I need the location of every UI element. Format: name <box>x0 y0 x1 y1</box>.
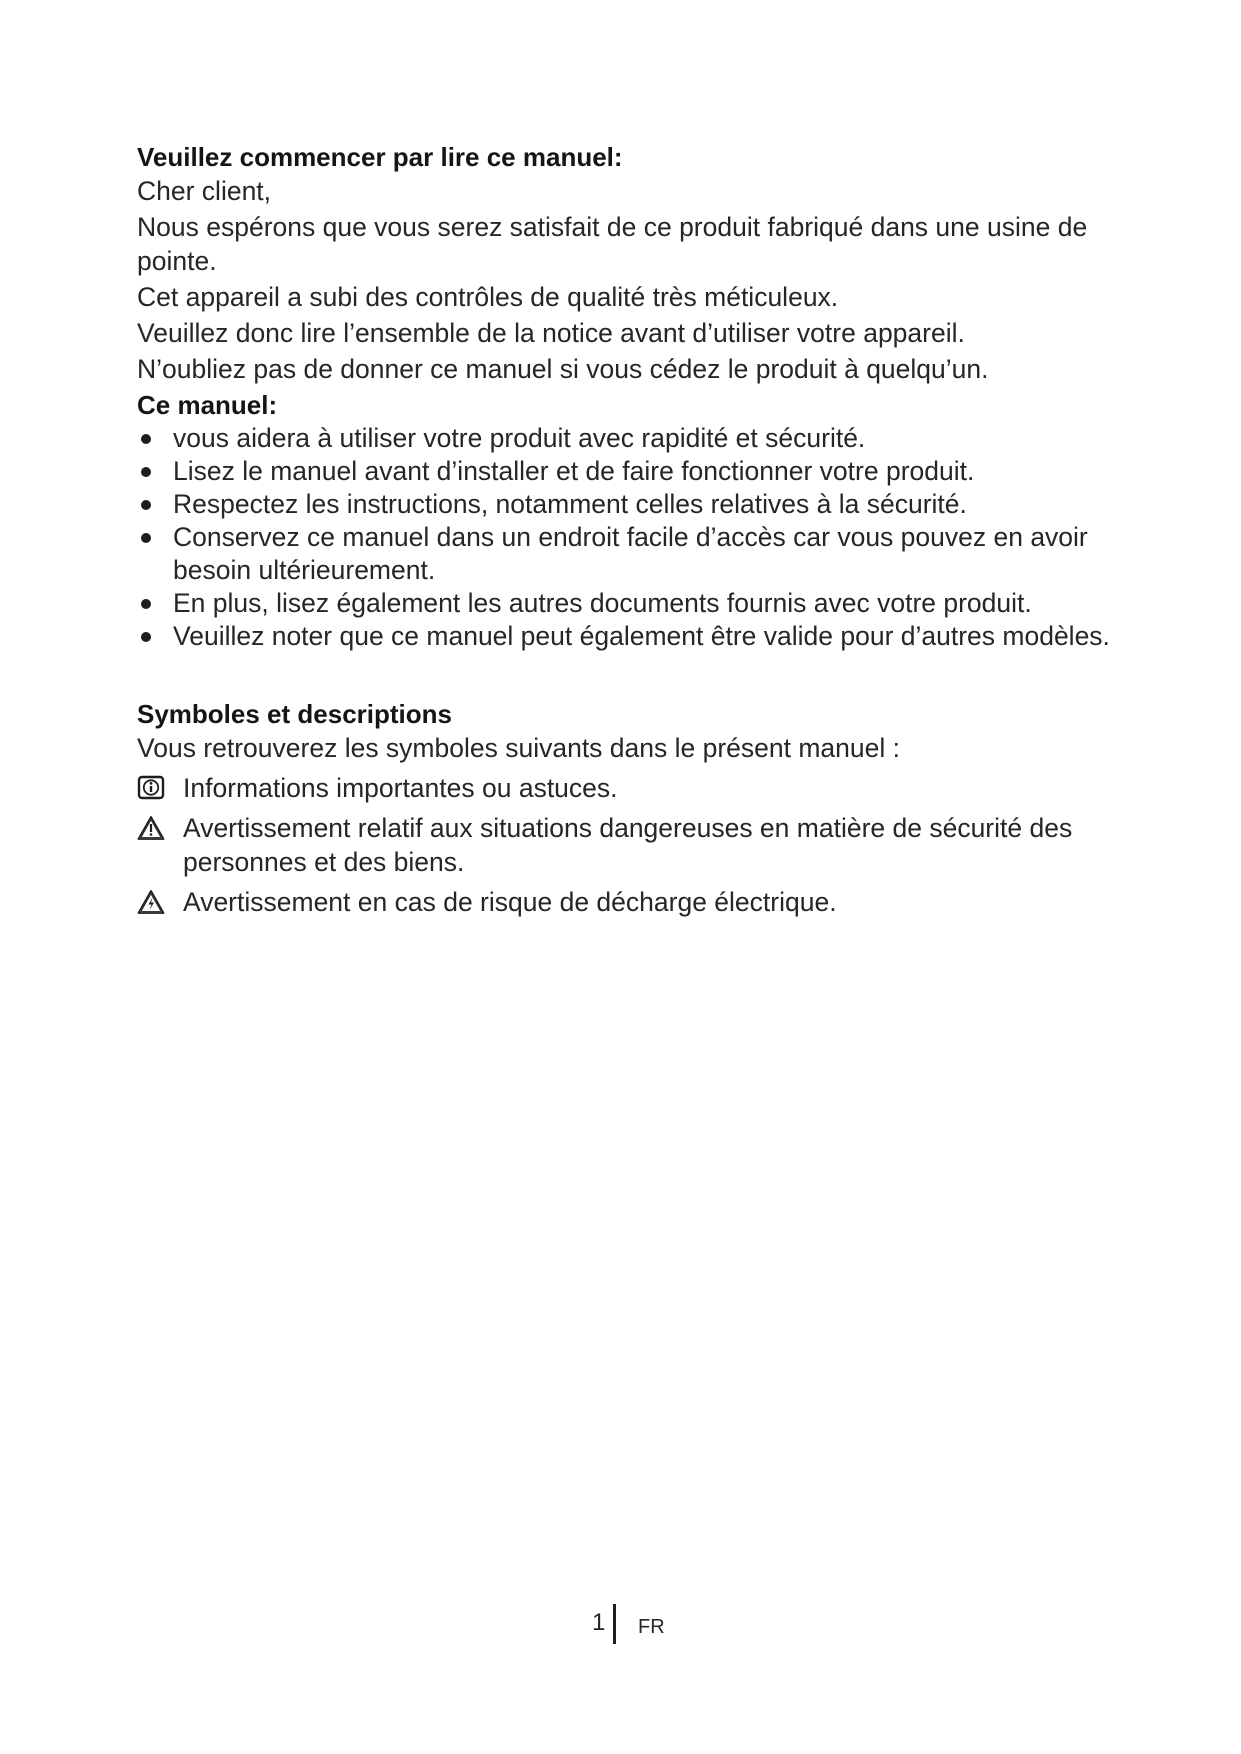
electric-warning-icon <box>137 889 165 915</box>
symbol-description: Avertissement relatif aux situations dangereuses en matière de sécurité des personnes et des biens. <box>183 813 1073 877</box>
manual-title: Ce manuel: <box>137 390 278 420</box>
list-item: En plus, lisez également les autres documents fournis avec votre produit. <box>137 587 1137 620</box>
intro-paragraph-2: Cet appareil a subi des contrôles de qualité très méticuleux. <box>137 282 839 312</box>
page-footer <box>0 1604 1241 1648</box>
manual-page <box>137 140 1137 919</box>
manual-bullet-list <box>137 422 1137 653</box>
symbol-description: Informations importantes ou astuces. <box>183 773 618 803</box>
bullet-icon <box>141 632 151 642</box>
warning-icon <box>137 815 165 841</box>
list-item: Lisez le manuel avant d’installer et de faire fonctionner votre produit. <box>137 455 1137 488</box>
symbol-description: Avertissement en cas de risque de décharge électrique. <box>183 887 837 917</box>
page-number: 1 <box>592 1609 606 1636</box>
symbols-title: Symboles et descriptions <box>137 699 452 729</box>
intro-paragraph-1: Nous espérons que vous serez satisfait de ce produit fabriqué dans une usine de pointe. <box>137 212 1088 276</box>
symbol-row-info <box>137 771 1137 805</box>
symbol-row-warning <box>137 811 1137 879</box>
list-item: Conservez ce manuel dans un endroit facile d’accès car vous pouvez en avoir besoin ultérieurement. <box>137 521 1137 587</box>
bullet-icon <box>141 533 151 543</box>
greeting: Cher client, <box>137 176 272 206</box>
symbol-row-electric <box>137 885 1137 919</box>
language-code: FR <box>638 1616 665 1638</box>
intro-paragraph-4: N’oubliez pas de donner ce manuel si vous cédez le produit à quelqu’un. <box>137 354 989 384</box>
list-item: vous aidera à utiliser votre produit avec rapidité et sécurité. <box>137 422 1137 455</box>
symbols-intro: Vous retrouverez les symboles suivants dans le présent manuel : <box>137 733 901 763</box>
info-icon <box>137 775 165 801</box>
list-item: Respectez les instructions, notamment celles relatives à la sécurité. <box>137 488 1137 521</box>
bullet-icon <box>141 434 151 444</box>
footer-divider <box>613 1604 616 1644</box>
intro-title: Veuillez commencer par lire ce manuel: <box>137 142 623 172</box>
bullet-icon <box>141 599 151 609</box>
list-item: Veuillez noter que ce manuel peut également être valide pour d’autres modèles. <box>137 620 1137 653</box>
bullet-icon <box>141 500 151 510</box>
intro-paragraph-3: Veuillez donc lire l’ensemble de la notice avant d’utiliser votre appareil. <box>137 318 965 348</box>
bullet-icon <box>141 467 151 477</box>
